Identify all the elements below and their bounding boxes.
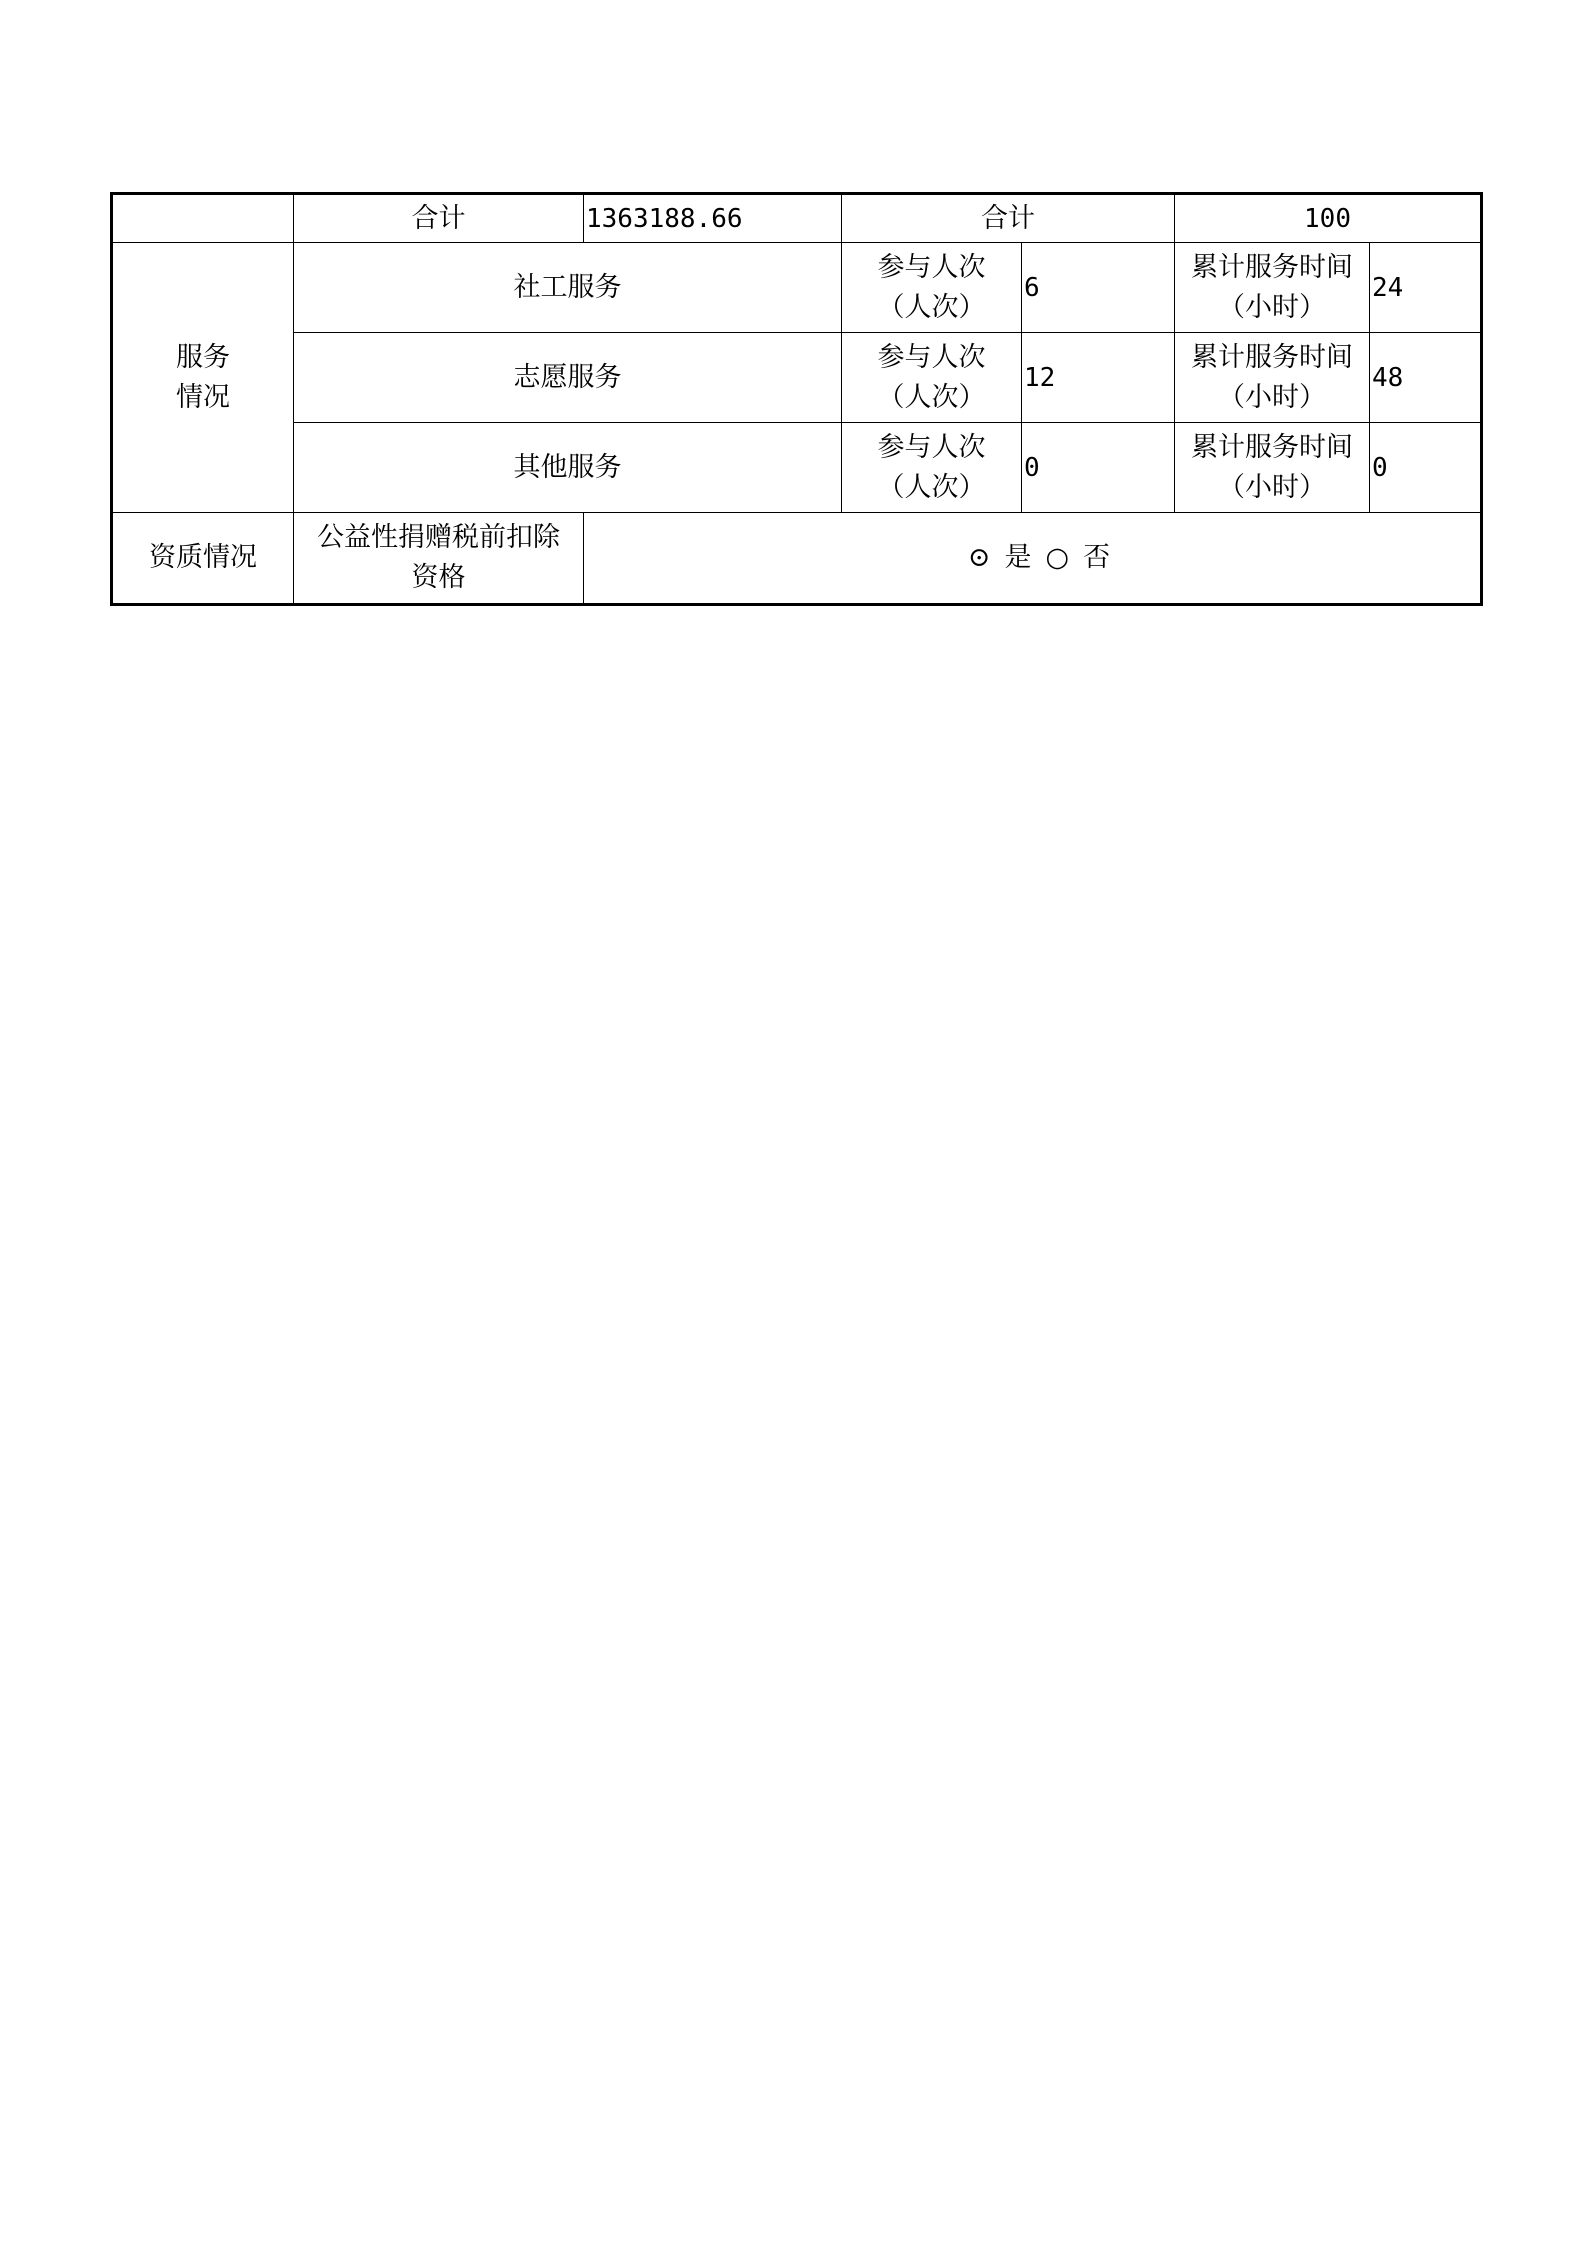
participants-label: 参与人次 （人次）	[842, 333, 1022, 423]
qualification-item: 公益性捐赠税前扣除 资格	[294, 513, 584, 605]
hours-value: 0	[1370, 423, 1482, 513]
service-section-label-line2: 情况	[176, 381, 230, 413]
qualification-section-label: 资质情况	[112, 513, 294, 605]
service-name: 社工服务	[294, 243, 842, 333]
service-section-label	[112, 243, 294, 513]
service-row-social	[112, 243, 1482, 333]
hours-label: 累计服务时间 （小时）	[1175, 333, 1370, 423]
participants-label: 参与人次 （人次）	[842, 243, 1022, 333]
qualification-options	[584, 513, 1482, 605]
total-row	[112, 194, 1482, 243]
hours-label: 累计服务时间 （小时）	[1175, 243, 1370, 333]
service-section-label-line1: 服务	[176, 341, 230, 373]
service-row-volunteer	[112, 333, 1482, 423]
participants-label: 参与人次 （人次）	[842, 423, 1022, 513]
total-value-right: 100	[1175, 194, 1482, 243]
hours-value: 24	[1370, 243, 1482, 333]
participants-value: 0	[1022, 423, 1175, 513]
hours-label: 累计服务时间 （小时）	[1175, 423, 1370, 513]
total-label-right: 合计	[842, 194, 1175, 243]
total-label-left: 合计	[294, 194, 584, 243]
report-table	[110, 192, 1483, 606]
option-no-label: 否	[1083, 542, 1111, 573]
participants-value: 6	[1022, 243, 1175, 333]
radio-unselected-icon[interactable]: ○	[1045, 542, 1070, 573]
radio-selected-icon[interactable]: ⊙	[967, 542, 991, 573]
total-value-left: 1363188.66	[584, 194, 842, 243]
qualification-row	[112, 513, 1482, 605]
empty-cell	[112, 194, 294, 243]
hours-value: 48	[1370, 333, 1482, 423]
service-name: 志愿服务	[294, 333, 842, 423]
participants-value: 12	[1022, 333, 1175, 423]
option-yes-label: 是	[1004, 542, 1032, 573]
service-row-other	[112, 423, 1482, 513]
service-name: 其他服务	[294, 423, 842, 513]
